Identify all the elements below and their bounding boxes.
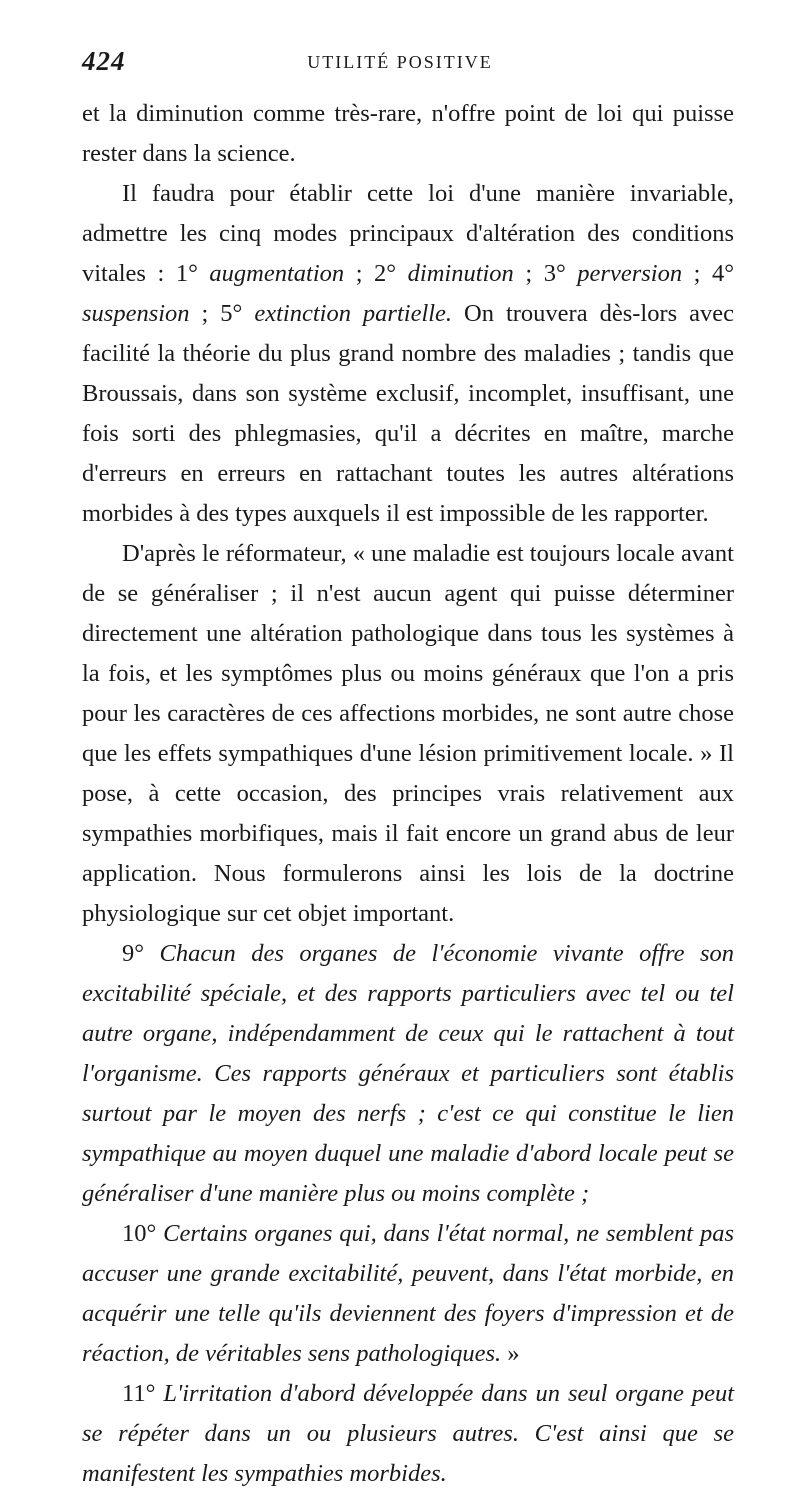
page-number: 424: [82, 46, 126, 76]
italic-run: Certains organes qui, dans l'état normal, ne semblent pas accuser une grande excitabilité, peuvent, dans l'état morbide, en acquérir une telle qu'ils deviennent des foyers d'impression et de réaction, de véritables sens pathologiques.: [82, 1220, 734, 1367]
text-run: ; 5°: [189, 300, 255, 327]
italic-run: diminution: [407, 260, 514, 287]
text-run: ; 2°: [344, 260, 408, 287]
italic-run: L'irritation d'abord développée dans un seul organe peut se répéter dans un ou plusieurs autres. C'est ainsi que se manifestent les sympathies morbides.: [82, 1380, 735, 1487]
text-run: Il faudra pour établir cette loi d'une manière invariable, admettre les cinq modes principaux d'altération des conditions vitales : 1°: [82, 180, 734, 287]
running-title: UTILITÉ POSITIVE: [307, 52, 493, 72]
paragraph: [82, 534, 734, 934]
text-run: ; 4°: [682, 260, 735, 287]
text-run: D'après le réformateur, « une maladie est toujours locale avant de se généraliser ; il n'est aucun agent qui puisse déterminer directement une altération pathologique dans tous les systèmes à la fois, et les symptômes plus ou moins généraux que l'on a pris pour les caractères de ces affections morbides, ne sont autre chose que les effets sympathiques d'une lésion primitivement locale. » Il pose, à cette occasion, des principes vrais relativement aux sympathies morbifiques, mais il fait encore un grand abus de leur application. Nous formulerons ainsi les lois de la doctrine physiologique sur cet objet important.: [82, 540, 734, 927]
text-run: ; 3°: [513, 260, 578, 287]
page-header: [72, 40, 728, 80]
paragraph: [82, 1214, 734, 1374]
paragraph: [82, 94, 734, 174]
text-run: 11°: [122, 1380, 164, 1407]
paragraph: [82, 934, 734, 1214]
italic-run: augmentation: [209, 260, 345, 287]
body-text: [82, 94, 734, 1494]
text-run: 9°: [122, 940, 160, 967]
text-run: »: [501, 1340, 520, 1367]
text-run: et la diminution comme très-rare, n'offre point de loi qui puisse rester dans la science.: [82, 100, 734, 167]
text-run: 10°: [122, 1220, 164, 1247]
text-run: On trouvera dès-lors avec facilité la théorie du plus grand nombre des maladies ; tandis que Broussais, dans son système exclusif, incomplet, insuffisant, une fois sorti des phlegmasies, qu'il a décrites en maître, marche d'erreurs en erreurs en rattachant toutes les autres altérations morbides à des types auxquels il est impossible de les rapporter.: [82, 300, 734, 527]
paragraph: [82, 1374, 734, 1494]
italic-run: Chacun des organes de l'économie vivante offre son excitabilité spéciale, et des rapports particuliers avec tel ou tel autre organe, indépendamment de ceux qui le rattachent à tout l'organisme. Ces rapports généraux et particuliers sont établis surtout par le moyen des nerfs ; c'est ce qui constitue le lien sympathique au moyen duquel une maladie d'abord locale peut se généraliser d'une manière plus ou moins complète ;: [82, 940, 734, 1207]
italic-run: suspension: [82, 300, 190, 327]
paragraph: [82, 174, 734, 534]
italic-run: perversion: [577, 260, 683, 287]
italic-run: extinction partielle.: [254, 300, 453, 327]
